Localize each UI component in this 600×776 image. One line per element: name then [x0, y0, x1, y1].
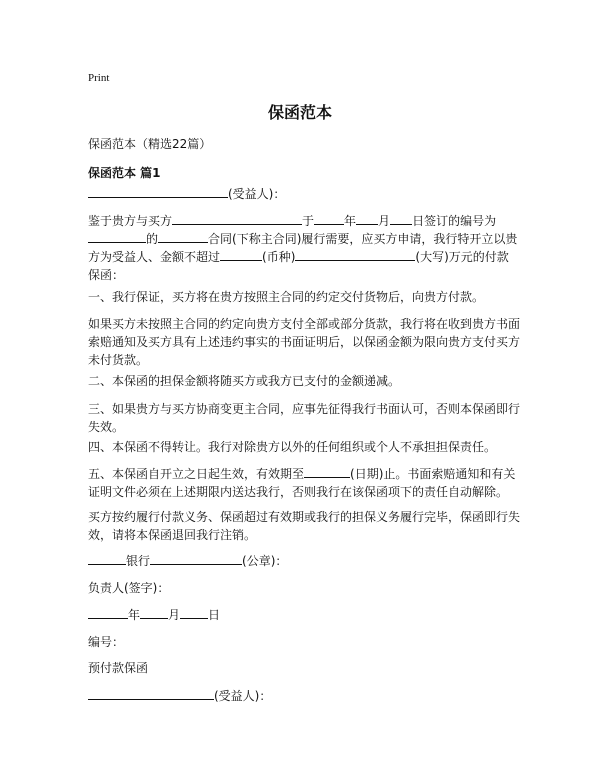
number-line: 编号：: [88, 635, 125, 649]
document-subtitle: 保函范本（精选22篇）: [88, 137, 212, 151]
advance-payment-heading: 预付款保函: [88, 661, 149, 675]
blank-line: [88, 552, 126, 565]
blank-line: [314, 212, 344, 225]
beneficiary-line-2: (受益人)：: [88, 687, 520, 705]
date-line: 年 月 日: [88, 606, 520, 624]
blank-line: [88, 230, 146, 243]
signature-line: 负责人(签字)：: [88, 581, 170, 595]
blank-line: [220, 248, 262, 261]
blank-line: [295, 248, 415, 261]
blank-line: [88, 606, 128, 619]
beneficiary-line: (受益人)：: [88, 185, 520, 203]
blank-line: [304, 465, 350, 478]
paragraph-2: 如果买方未按照主合同的约定向贵方支付全部或部分货款，我行将在收到贵方书面索赔通知及买方具有上述违约事实的书面证明后，以保函金额为限向贵方支付买方未付货款。: [88, 317, 521, 367]
blank-line: [356, 212, 378, 225]
paragraph-3: 二、本保函的担保金额将随买方或我方已支付的金额递减。: [88, 374, 401, 388]
document-title: 保函范本: [267, 103, 332, 122]
paragraph-7: 买方按约履行付款义务、保函超过有效期或我行的担保义务履行完毕，保函即行失效，请将本保函退回我行注销。: [88, 510, 521, 542]
blank-line: [158, 230, 208, 243]
paragraph-5: 四、本保函不得转让。我行对除贵方以外的任何组织或个人不承担担保责任。: [88, 440, 497, 454]
print-label: Print: [88, 72, 110, 84]
blank-line: [88, 185, 228, 198]
bank-seal-line: 银行 (公章)：: [88, 552, 520, 570]
paragraph-6: 五、本保函自开立之日起生效，有效期至 (日期)止。书面索赔通知和有关证明文件必须在上述期限内送达我行，否则我行在该保函项下的责任自动解除。: [88, 467, 516, 499]
blank-line: [140, 606, 168, 619]
paragraph-intro: 鉴于贵方与买方 于 年 月 日签订的编号为 的 合同(下称主合同)履行需要，应买方申请，我行特开立以贵方为受益人、金额不超过 (币种) (大写)万元的付款保函：: [88, 214, 518, 282]
section-heading: 保函范本 篇1: [88, 166, 161, 180]
blank-line: [390, 212, 412, 225]
blank-line: [180, 606, 208, 619]
blank-line: [88, 687, 214, 700]
paragraph-4: 三、如果贵方与买方协商变更主合同，应事先征得我行书面认可，否则本保函即行失效。: [88, 402, 521, 434]
blank-line: [150, 552, 242, 565]
paragraph-1: 一、我行保证，买方将在贵方按照主合同的约定交付货物后，向贵方付款。: [88, 290, 485, 304]
blank-line: [172, 212, 302, 225]
